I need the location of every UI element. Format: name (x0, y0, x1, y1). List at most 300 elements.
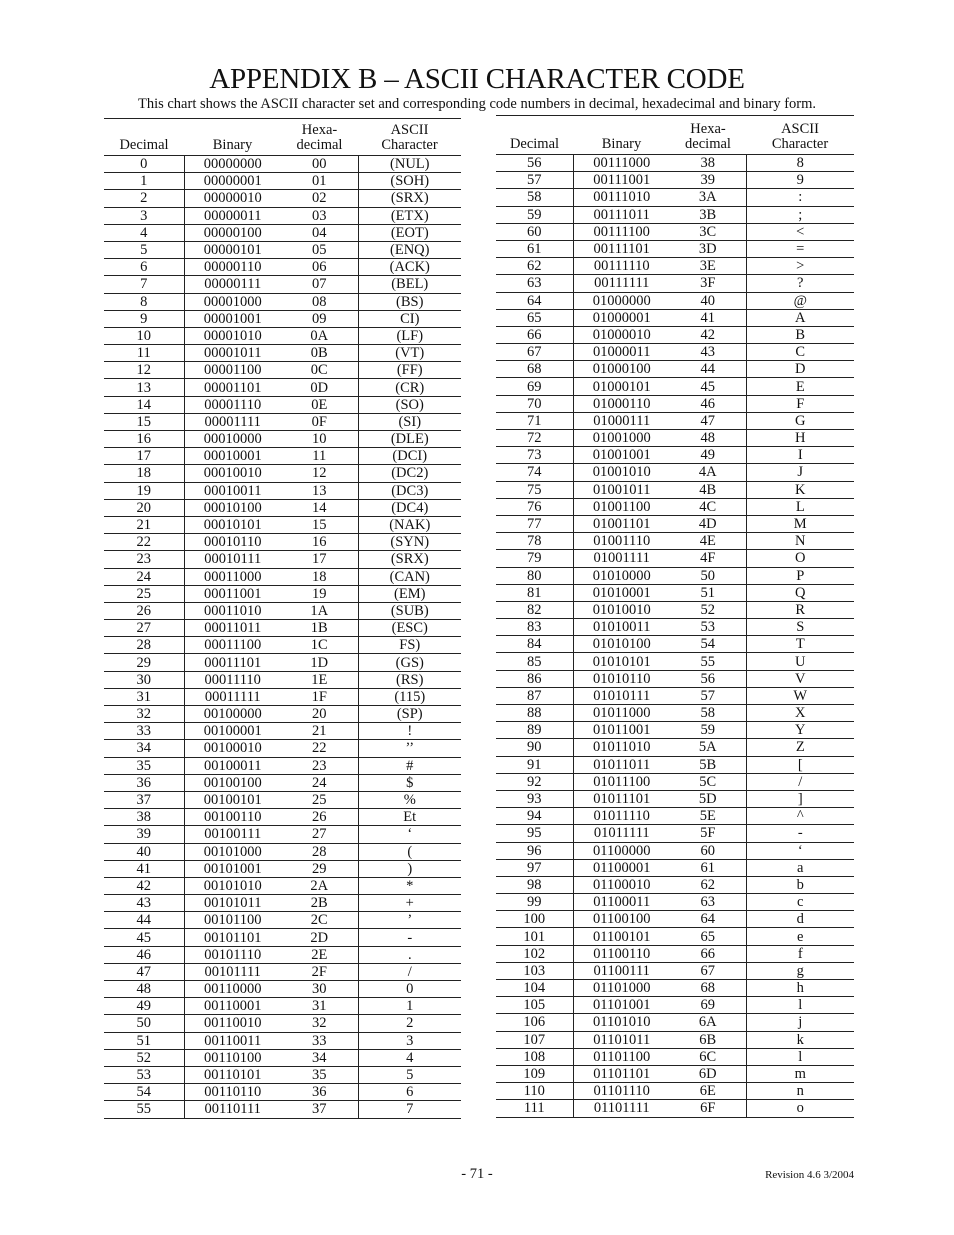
cell-ascii-character: (DC4) (358, 499, 461, 516)
cell-binary: 01011010 (573, 739, 670, 756)
cell-decimal: 27 (104, 620, 184, 637)
table-row (496, 636, 854, 653)
cell-binary: 00110110 (184, 1084, 281, 1101)
table-row (104, 259, 461, 276)
cell-hex: 28 (281, 843, 358, 860)
table-row (496, 275, 854, 292)
cell-ascii-character: m (746, 1065, 854, 1082)
table-row (104, 499, 461, 516)
cell-decimal: 95 (496, 825, 573, 842)
cell-decimal: 65 (496, 309, 573, 326)
cell-binary: 01000110 (573, 395, 670, 412)
cell-decimal: 111 (496, 1100, 573, 1117)
cell-decimal: 81 (496, 584, 573, 601)
cell-hex: 48 (670, 430, 746, 447)
cell-binary: 00110001 (184, 998, 281, 1015)
header-decimal: Decimal (104, 119, 184, 156)
table-row (496, 1065, 854, 1082)
cell-decimal: 103 (496, 962, 573, 979)
cell-hex: 6D (670, 1065, 746, 1082)
cell-binary: 01001001 (573, 447, 670, 464)
table-row (496, 670, 854, 687)
cell-binary: 01001110 (573, 533, 670, 550)
cell-decimal: 106 (496, 1014, 573, 1031)
cell-decimal: 84 (496, 636, 573, 653)
cell-hex: 67 (670, 962, 746, 979)
cell-ascii-character: K (746, 481, 854, 498)
table-row (496, 309, 854, 326)
cell-binary: 00100111 (184, 826, 281, 843)
table-row (496, 876, 854, 893)
cell-binary: 00000100 (184, 224, 281, 241)
cell-hex: 20 (281, 706, 358, 723)
table-row (496, 1014, 854, 1031)
cell-binary: 00101000 (184, 843, 281, 860)
cell-hex: 39 (670, 172, 746, 189)
cell-ascii-character: (RS) (358, 671, 461, 688)
cell-ascii-character: ] (746, 790, 854, 807)
cell-hex: 43 (670, 344, 746, 361)
table-row (496, 430, 854, 447)
cell-decimal: 55 (104, 1101, 184, 1118)
table-row (104, 568, 461, 585)
cell-binary: 01011000 (573, 705, 670, 722)
cell-hex: 4E (670, 533, 746, 550)
cell-ascii-character: D (746, 361, 854, 378)
cell-hex: 1F (281, 688, 358, 705)
cell-hex: 23 (281, 757, 358, 774)
cell-binary: 01010010 (573, 601, 670, 618)
table-header-row (104, 119, 461, 156)
table-row (496, 206, 854, 223)
cell-ascii-character: > (746, 258, 854, 275)
ascii-table-left-body (104, 156, 461, 1119)
page-subtitle: This chart shows the ASCII character set and corresponding code numbers in decimal, hexadecimal and binary form. (137, 96, 817, 112)
cell-hex: 05 (281, 241, 358, 258)
cell-ascii-character: C (746, 344, 854, 361)
cell-ascii-character: e (746, 928, 854, 945)
cell-binary: 01101001 (573, 997, 670, 1014)
cell-binary: 00110111 (184, 1101, 281, 1118)
cell-hex: 66 (670, 945, 746, 962)
cell-decimal: 6 (104, 259, 184, 276)
cell-binary: 00001010 (184, 327, 281, 344)
cell-ascii-character: - (358, 929, 461, 946)
cell-decimal: 36 (104, 774, 184, 791)
cell-hex: 5C (670, 773, 746, 790)
table-row (104, 620, 461, 637)
cell-binary: 00110000 (184, 981, 281, 998)
cell-decimal: 49 (104, 998, 184, 1015)
cell-binary: 01101110 (573, 1083, 670, 1100)
cell-binary: 00011111 (184, 688, 281, 705)
cell-binary: 00011010 (184, 602, 281, 619)
table-row (104, 963, 461, 980)
cell-binary: 01101100 (573, 1048, 670, 1065)
cell-binary: 00010100 (184, 499, 281, 516)
table-row (104, 327, 461, 344)
cell-binary: 01100101 (573, 928, 670, 945)
cell-ascii-character: ‘ (358, 826, 461, 843)
cell-hex: 30 (281, 981, 358, 998)
cell-decimal: 102 (496, 945, 573, 962)
table-row (104, 912, 461, 929)
table-row (104, 156, 461, 173)
cell-ascii-character: 8 (746, 155, 854, 172)
cell-hex: 63 (670, 894, 746, 911)
cell-decimal: 68 (496, 361, 573, 378)
table-row (104, 826, 461, 843)
table-row (496, 790, 854, 807)
cell-binary: 00001100 (184, 362, 281, 379)
cell-binary: 01101000 (573, 980, 670, 997)
cell-ascii-character: I (746, 447, 854, 464)
table-row (496, 515, 854, 532)
table-row (104, 551, 461, 568)
table-row (104, 637, 461, 654)
cell-decimal: 2 (104, 190, 184, 207)
cell-hex: 0C (281, 362, 358, 379)
table-row (104, 413, 461, 430)
table-row (496, 584, 854, 601)
cell-decimal: 100 (496, 911, 573, 928)
cell-decimal: 46 (104, 946, 184, 963)
cell-decimal: 60 (496, 223, 573, 240)
cell-binary: 00111011 (573, 206, 670, 223)
cell-binary: 01001010 (573, 464, 670, 481)
cell-hex: 31 (281, 998, 358, 1015)
cell-ascii-character: J (746, 464, 854, 481)
cell-decimal: 110 (496, 1083, 573, 1100)
cell-binary: 00001111 (184, 413, 281, 430)
cell-ascii-character: ’ (358, 912, 461, 929)
cell-hex: 21 (281, 723, 358, 740)
cell-binary: 00000111 (184, 276, 281, 293)
cell-hex: 3B (670, 206, 746, 223)
cell-hex: 40 (670, 292, 746, 309)
table-row (496, 722, 854, 739)
cell-binary: 01101111 (573, 1100, 670, 1117)
cell-hex: 68 (670, 980, 746, 997)
table-row (496, 945, 854, 962)
cell-binary: 01100100 (573, 911, 670, 928)
table-row (496, 1048, 854, 1065)
cell-hex: 6B (670, 1031, 746, 1048)
table-row (496, 223, 854, 240)
cell-decimal: 53 (104, 1066, 184, 1083)
cell-binary: 01010101 (573, 653, 670, 670)
table-row (104, 981, 461, 998)
table-row (496, 498, 854, 515)
cell-decimal: 1 (104, 173, 184, 190)
table-row (496, 962, 854, 979)
cell-ascii-character: L (746, 498, 854, 515)
cell-ascii-character: ’’ (358, 740, 461, 757)
cell-ascii-character: 7 (358, 1101, 461, 1118)
cell-ascii-character: (SRX) (358, 551, 461, 568)
cell-ascii-character: FS) (358, 637, 461, 654)
cell-hex: 5B (670, 756, 746, 773)
cell-decimal: 45 (104, 929, 184, 946)
cell-hex: 27 (281, 826, 358, 843)
cell-binary: 01000001 (573, 309, 670, 326)
cell-ascii-character: / (358, 963, 461, 980)
table-row (496, 653, 854, 670)
cell-hex: 0B (281, 345, 358, 362)
cell-ascii-character: @ (746, 292, 854, 309)
cell-decimal: 8 (104, 293, 184, 310)
cell-hex: 25 (281, 791, 358, 808)
cell-decimal: 18 (104, 465, 184, 482)
cell-binary: 00111111 (573, 275, 670, 292)
cell-decimal: 31 (104, 688, 184, 705)
cell-ascii-character: Z (746, 739, 854, 756)
cell-hex: 15 (281, 516, 358, 533)
table-row (104, 998, 461, 1015)
cell-decimal: 51 (104, 1032, 184, 1049)
table-row (496, 395, 854, 412)
cell-decimal: 72 (496, 430, 573, 447)
cell-hex: 1E (281, 671, 358, 688)
cell-decimal: 75 (496, 481, 573, 498)
cell-ascii-character: M (746, 515, 854, 532)
cell-hex: 4B (670, 481, 746, 498)
cell-ascii-character: (DLE) (358, 431, 461, 448)
cell-hex: 24 (281, 774, 358, 791)
cell-binary: 00000101 (184, 241, 281, 258)
cell-hex: 53 (670, 619, 746, 636)
table-row (104, 809, 461, 826)
cell-decimal: 38 (104, 809, 184, 826)
cell-ascii-character: k (746, 1031, 854, 1048)
cell-ascii-character: . (358, 946, 461, 963)
cell-decimal: 0 (104, 156, 184, 173)
cell-binary: 00010111 (184, 551, 281, 568)
cell-ascii-character: f (746, 945, 854, 962)
cell-binary: 01100001 (573, 859, 670, 876)
cell-hex: 3D (670, 240, 746, 257)
cell-hex: 41 (670, 309, 746, 326)
cell-ascii-character: N (746, 533, 854, 550)
cell-binary: 00001001 (184, 310, 281, 327)
header-ascii-character: ASCII Character (746, 116, 854, 155)
cell-binary: 00011100 (184, 637, 281, 654)
table-row (104, 1032, 461, 1049)
header-decimal: Decimal (496, 116, 573, 155)
table-row (496, 842, 854, 859)
cell-hex: 22 (281, 740, 358, 757)
cell-hex: 11 (281, 448, 358, 465)
cell-ascii-character: ( (358, 843, 461, 860)
cell-binary: 00111000 (573, 155, 670, 172)
header-binary: Binary (573, 116, 670, 155)
cell-ascii-character: (DC3) (358, 482, 461, 499)
cell-binary: 01000100 (573, 361, 670, 378)
cell-hex: 58 (670, 705, 746, 722)
cell-decimal: 16 (104, 431, 184, 448)
cell-ascii-character: n (746, 1083, 854, 1100)
cell-decimal: 64 (496, 292, 573, 309)
cell-ascii-character: W (746, 687, 854, 704)
cell-decimal: 52 (104, 1049, 184, 1066)
cell-ascii-character: : (746, 189, 854, 206)
cell-decimal: 89 (496, 722, 573, 739)
cell-decimal: 42 (104, 877, 184, 894)
cell-hex: 3A (670, 189, 746, 206)
cell-ascii-character: T (746, 636, 854, 653)
cell-binary: 01101101 (573, 1065, 670, 1082)
cell-hex: 52 (670, 601, 746, 618)
cell-decimal: 97 (496, 859, 573, 876)
cell-ascii-character: % (358, 791, 461, 808)
table-row (104, 654, 461, 671)
cell-decimal: 109 (496, 1065, 573, 1082)
cell-binary: 01000111 (573, 412, 670, 429)
cell-hex: 04 (281, 224, 358, 241)
cell-binary: 00011110 (184, 671, 281, 688)
cell-ascii-character: l (746, 1048, 854, 1065)
table-row (496, 189, 854, 206)
cell-decimal: 76 (496, 498, 573, 515)
cell-hex: 69 (670, 997, 746, 1014)
cell-decimal: 90 (496, 739, 573, 756)
cell-ascii-character: (BEL) (358, 276, 461, 293)
table-row (104, 173, 461, 190)
cell-ascii-character: R (746, 601, 854, 618)
cell-decimal: 57 (496, 172, 573, 189)
cell-decimal: 78 (496, 533, 573, 550)
table-row (496, 739, 854, 756)
cell-ascii-character: d (746, 911, 854, 928)
header-hexadecimal: Hexa- decimal (281, 119, 358, 156)
cell-binary: 01000011 (573, 344, 670, 361)
cell-binary: 01010001 (573, 584, 670, 601)
table-header-row (496, 116, 854, 155)
cell-ascii-character: (DCI) (358, 448, 461, 465)
cell-binary: 01100011 (573, 894, 670, 911)
cell-binary: 00101001 (184, 860, 281, 877)
cell-decimal: 22 (104, 534, 184, 551)
table-row (104, 190, 461, 207)
cell-hex: 02 (281, 190, 358, 207)
cell-hex: 3E (670, 258, 746, 275)
cell-hex: 19 (281, 585, 358, 602)
cell-hex: 12 (281, 465, 358, 482)
cell-decimal: 9 (104, 310, 184, 327)
cell-hex: 42 (670, 326, 746, 343)
cell-ascii-character: 2 (358, 1015, 461, 1032)
table-row (496, 601, 854, 618)
cell-ascii-character: (CAN) (358, 568, 461, 585)
cell-binary: 00110010 (184, 1015, 281, 1032)
table-row (496, 911, 854, 928)
cell-hex: 62 (670, 876, 746, 893)
cell-hex: 5E (670, 808, 746, 825)
cell-ascii-character: (SI) (358, 413, 461, 430)
cell-hex: 1A (281, 602, 358, 619)
cell-hex: 06 (281, 259, 358, 276)
cell-hex: 2A (281, 877, 358, 894)
cell-binary: 01010011 (573, 619, 670, 636)
cell-hex: 29 (281, 860, 358, 877)
table-row (104, 207, 461, 224)
cell-decimal: 74 (496, 464, 573, 481)
cell-decimal: 48 (104, 981, 184, 998)
revision-note: Revision 4.6 3/2004 (765, 1169, 854, 1181)
table-row (496, 361, 854, 378)
cell-hex: 01 (281, 173, 358, 190)
cell-binary: 00101011 (184, 895, 281, 912)
cell-decimal: 62 (496, 258, 573, 275)
table-row (496, 155, 854, 172)
cell-ascii-character: a (746, 859, 854, 876)
cell-hex: 1B (281, 620, 358, 637)
table-row (104, 241, 461, 258)
cell-decimal: 30 (104, 671, 184, 688)
cell-hex: 47 (670, 412, 746, 429)
table-row (104, 276, 461, 293)
cell-binary: 00010001 (184, 448, 281, 465)
cell-binary: 00010011 (184, 482, 281, 499)
table-row (104, 345, 461, 362)
cell-decimal: 40 (104, 843, 184, 860)
cell-hex: 0A (281, 327, 358, 344)
cell-decimal: 29 (104, 654, 184, 671)
table-row (104, 431, 461, 448)
table-row (496, 825, 854, 842)
cell-ascii-character: b (746, 876, 854, 893)
table-row (496, 240, 854, 257)
cell-hex: 03 (281, 207, 358, 224)
cell-ascii-character: (SUB) (358, 602, 461, 619)
cell-hex: 38 (670, 155, 746, 172)
cell-ascii-character: o (746, 1100, 854, 1117)
cell-binary: 00111110 (573, 258, 670, 275)
table-row (104, 860, 461, 877)
cell-decimal: 15 (104, 413, 184, 430)
cell-ascii-character: (EM) (358, 585, 461, 602)
cell-ascii-character: ? (746, 275, 854, 292)
cell-decimal: 70 (496, 395, 573, 412)
table-row (496, 447, 854, 464)
cell-decimal: 17 (104, 448, 184, 465)
cell-decimal: 23 (104, 551, 184, 568)
cell-binary: 00111010 (573, 189, 670, 206)
table-row (104, 723, 461, 740)
table-row (496, 464, 854, 481)
cell-binary: 00101101 (184, 929, 281, 946)
cell-decimal: 33 (104, 723, 184, 740)
cell-binary: 00001011 (184, 345, 281, 362)
cell-binary: 01010111 (573, 687, 670, 704)
cell-ascii-character: 1 (358, 998, 461, 1015)
cell-hex: 65 (670, 928, 746, 945)
table-row (496, 756, 854, 773)
cell-decimal: 92 (496, 773, 573, 790)
cell-decimal: 85 (496, 653, 573, 670)
cell-decimal: 28 (104, 637, 184, 654)
cell-decimal: 19 (104, 482, 184, 499)
cell-hex: 07 (281, 276, 358, 293)
cell-ascii-character: 6 (358, 1084, 461, 1101)
table-row (496, 1031, 854, 1048)
cell-ascii-character: ‘ (746, 842, 854, 859)
cell-decimal: 83 (496, 619, 573, 636)
table-row (104, 585, 461, 602)
cell-binary: 00101110 (184, 946, 281, 963)
table-row (104, 688, 461, 705)
cell-binary: 00011101 (184, 654, 281, 671)
